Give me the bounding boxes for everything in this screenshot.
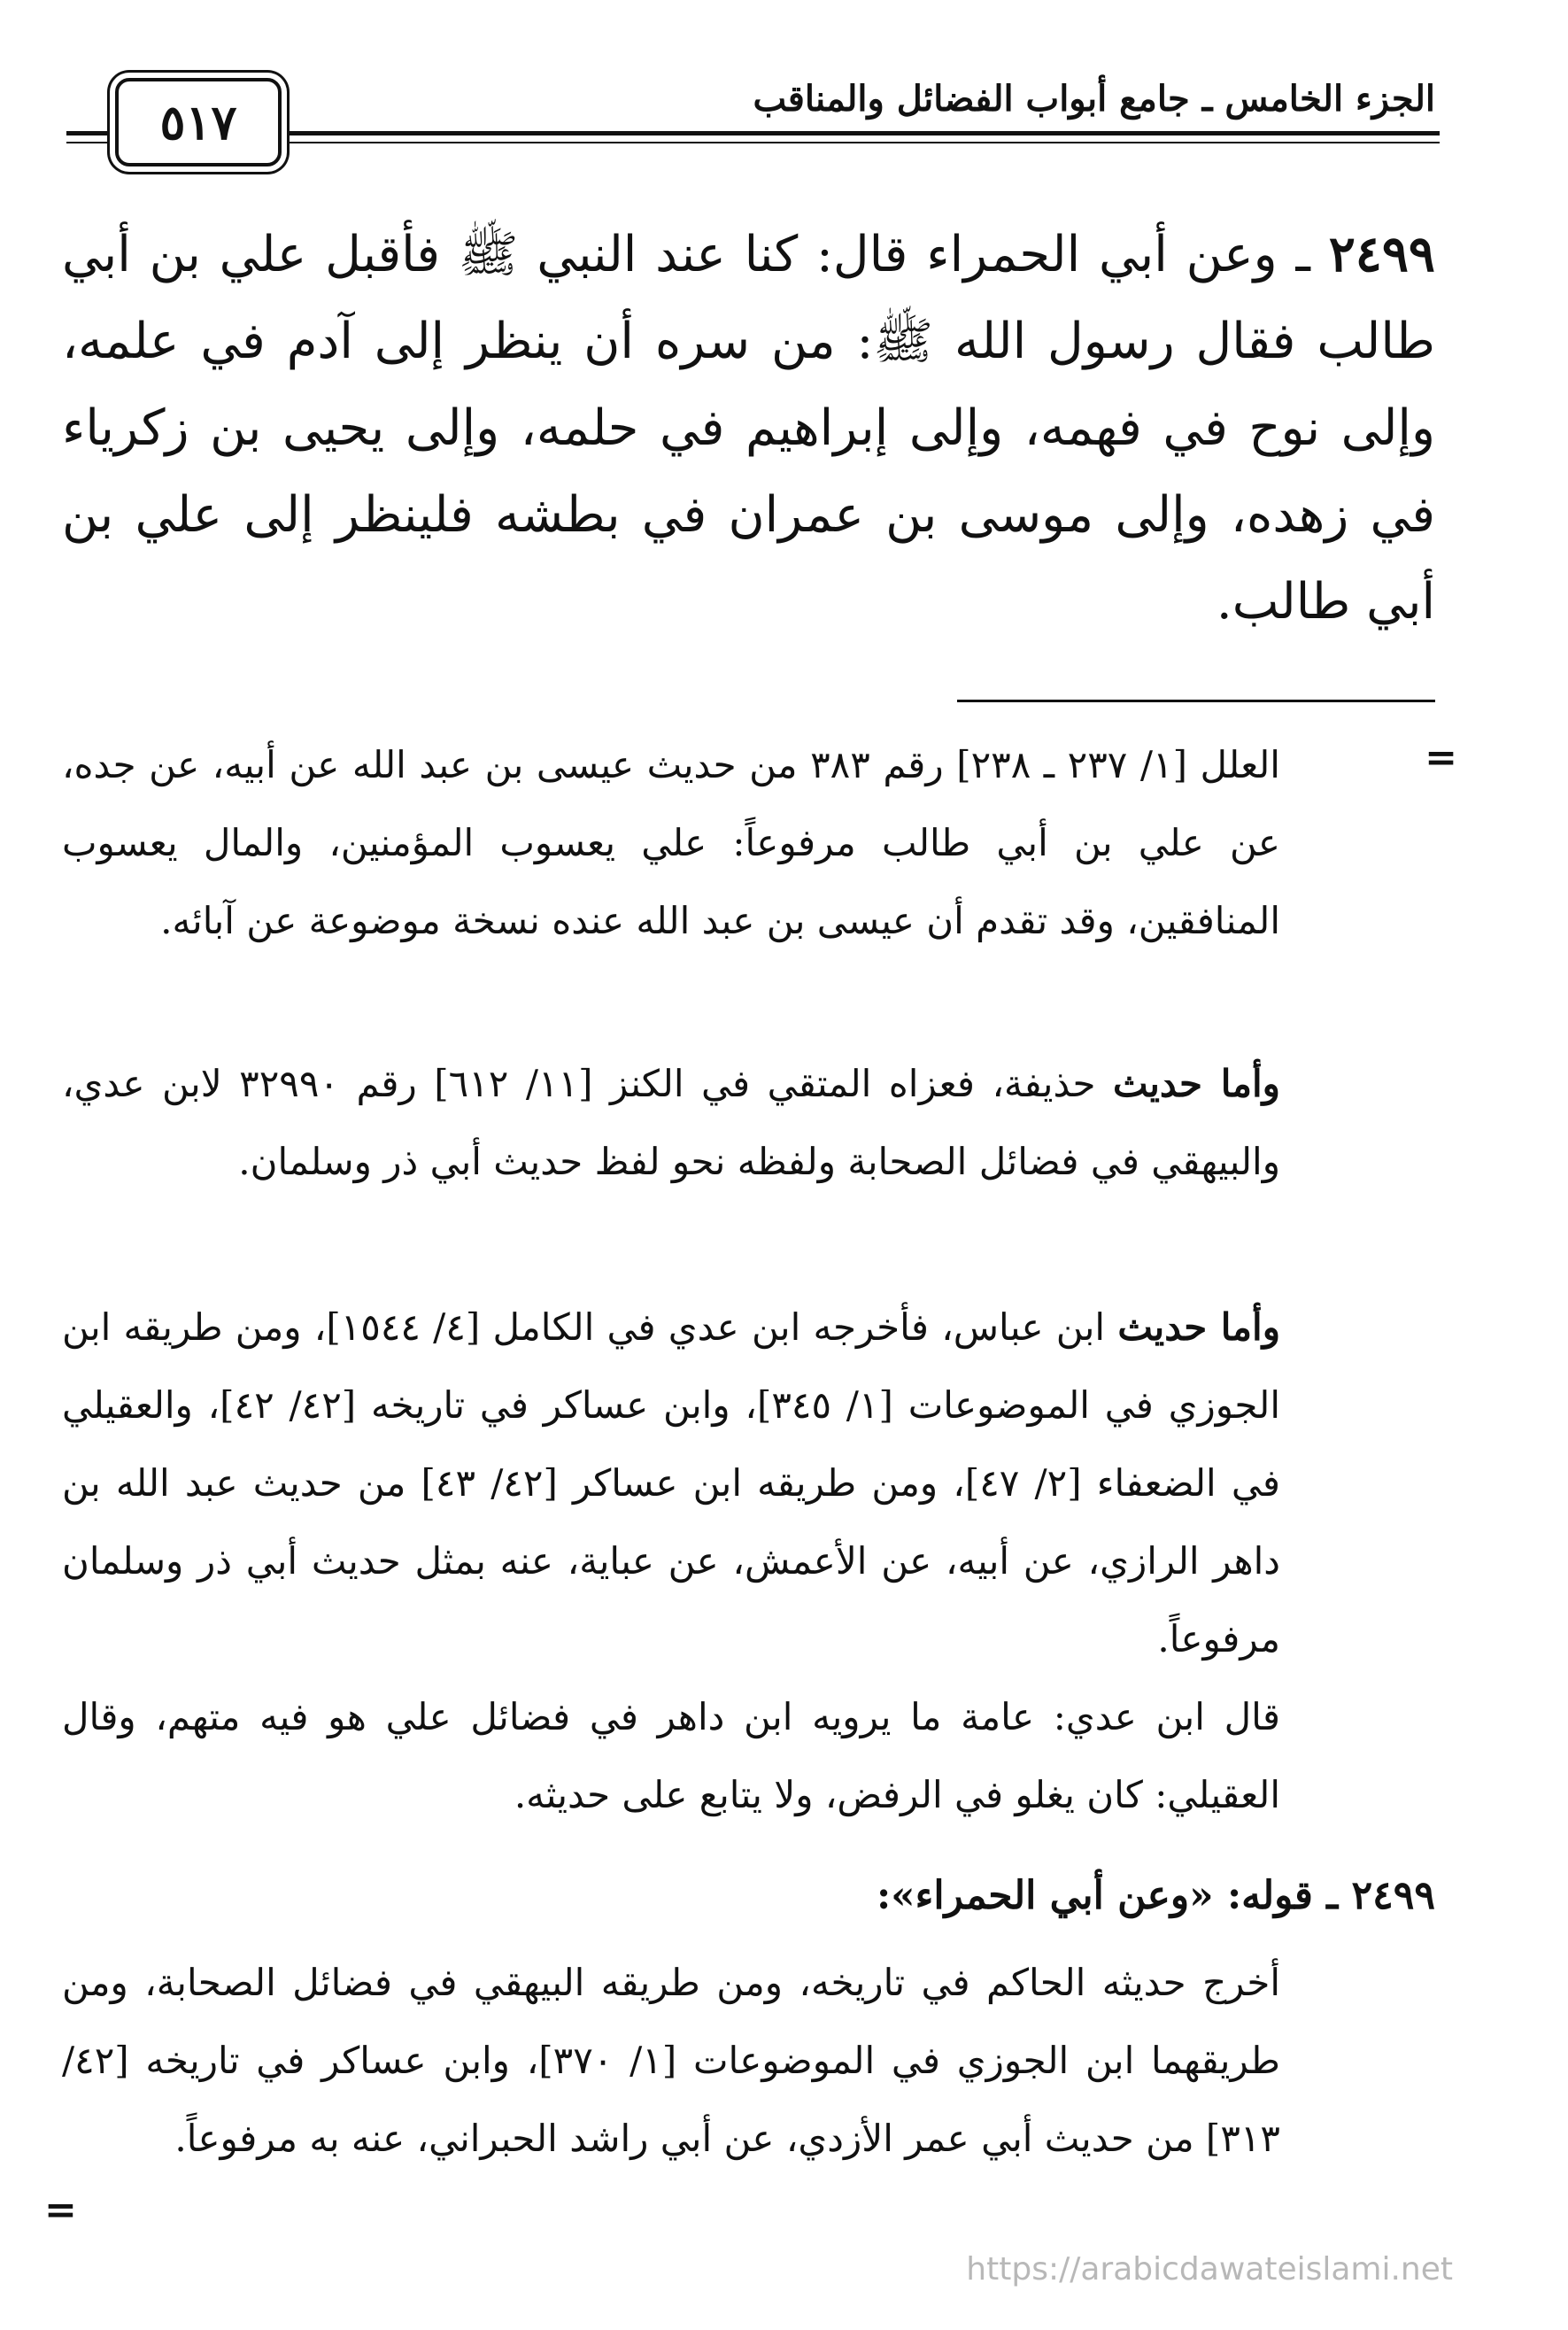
hadith-body: ـ وعن أبي الحمراء قال: كنا عند النبي ﷺ فأقبل علي بن أبي طالب فقال رسول الله ﷺ: من سره أن ينظر إلى آدم في علمه، وإلى نوح في فهمه، وإلى إبراهيم في حلمه، وإلى يحيى بن زكرياء في زهده، وإلى موسى بن عمران في بطشه فلينظر إلى علي بن أبي طالب. (62, 226, 1435, 631)
footnote-continuation-mark: = (1425, 735, 1457, 780)
watermark-url: https://arabicdawateislami.net (966, 2251, 1453, 2287)
footnote-end-mark: = (44, 2187, 77, 2233)
page-number: ٥١٧ (159, 94, 237, 151)
footnote-paragraph-2 (62, 1045, 1280, 1201)
footnote-paragraph-3 (62, 1289, 1280, 1678)
footnote-text: حذيفة، فعزاه المتقي في الكنز [١١/ ٦١٢] رقم ٣٢٩٩٠ لابن عدي، والبيهقي في فضائل الصحابة ولفظه نحو لفظ حديث أبي ذر وسلمان. (62, 1062, 1280, 1183)
footnote-separator (957, 700, 1435, 702)
footnote-lead: وأما حديث (1113, 1062, 1280, 1105)
footnote-paragraph-1: العلل [١/ ٢٣٧ ـ ٢٣٨] رقم ٣٨٣ من حديث عيسى بن عبد الله عن أبيه، عن جده، عن علي بن أبي طالب مرفوعاً: علي يعسوب المؤمنين، والمال يعسوب المنافقين، وقد تقدم أن عيسى بن عبد الله عنده نسخة موضوعة عن آبائه. (62, 743, 1280, 942)
hadith-text (62, 211, 1435, 646)
page-number-frame (115, 78, 282, 166)
footnote-paragraph-5: أخرج حديثه الحاكم في تاريخه، ومن طريقه البيهقي في فضائل الصحابة، ومن طريقهما ابن الجوزي في الموضوعات [١/ ٣٧٠]، وابن عساكر في تاريخه [٤٢/ ٣١٣] من حديث أبي عمر الأزدي، عن أبي راشد الحبراني، عنه به مرفوعاً. (62, 1961, 1280, 2160)
footnote-lead: وأما حديث (1117, 1305, 1280, 1349)
hadith-number: ٢٤٩٩ (1328, 225, 1435, 283)
running-header: الجزء الخامس ـ جامع أبواب الفضائل والمناقب (753, 78, 1435, 120)
commentary-heading: ٢٤٩٩ ـ قوله: «وعن أبي الحمراء»: (876, 1873, 1435, 1918)
footnote-text: ابن عباس، فأخرجه ابن عدي في الكامل [٤/ ١٥٤٤]، ومن طريقه ابن الجوزي في الموضوعات [١/ ٣٤٥]، وابن عساكر في تاريخه [٤٢/ ٤٢]، والعقيلي في الضعفاء [٢/ ٤٧]، ومن طريقه ابن عساكر [٤٢/ ٤٣] من حديث عبد الله بن داهر الرازي، عن أبيه، عن الأعمش، عن عباية، عنه بمثل حديث أبي ذر وسلمان مرفوعاً. (62, 1305, 1280, 1660)
footnote-paragraph-4: قال ابن عدي: عامة ما يرويه ابن داهر في فضائل علي هو فيه متهم، وقال العقيلي: كان يغلو في الرفض، ولا يتابع على حديثه. (62, 1695, 1280, 1816)
